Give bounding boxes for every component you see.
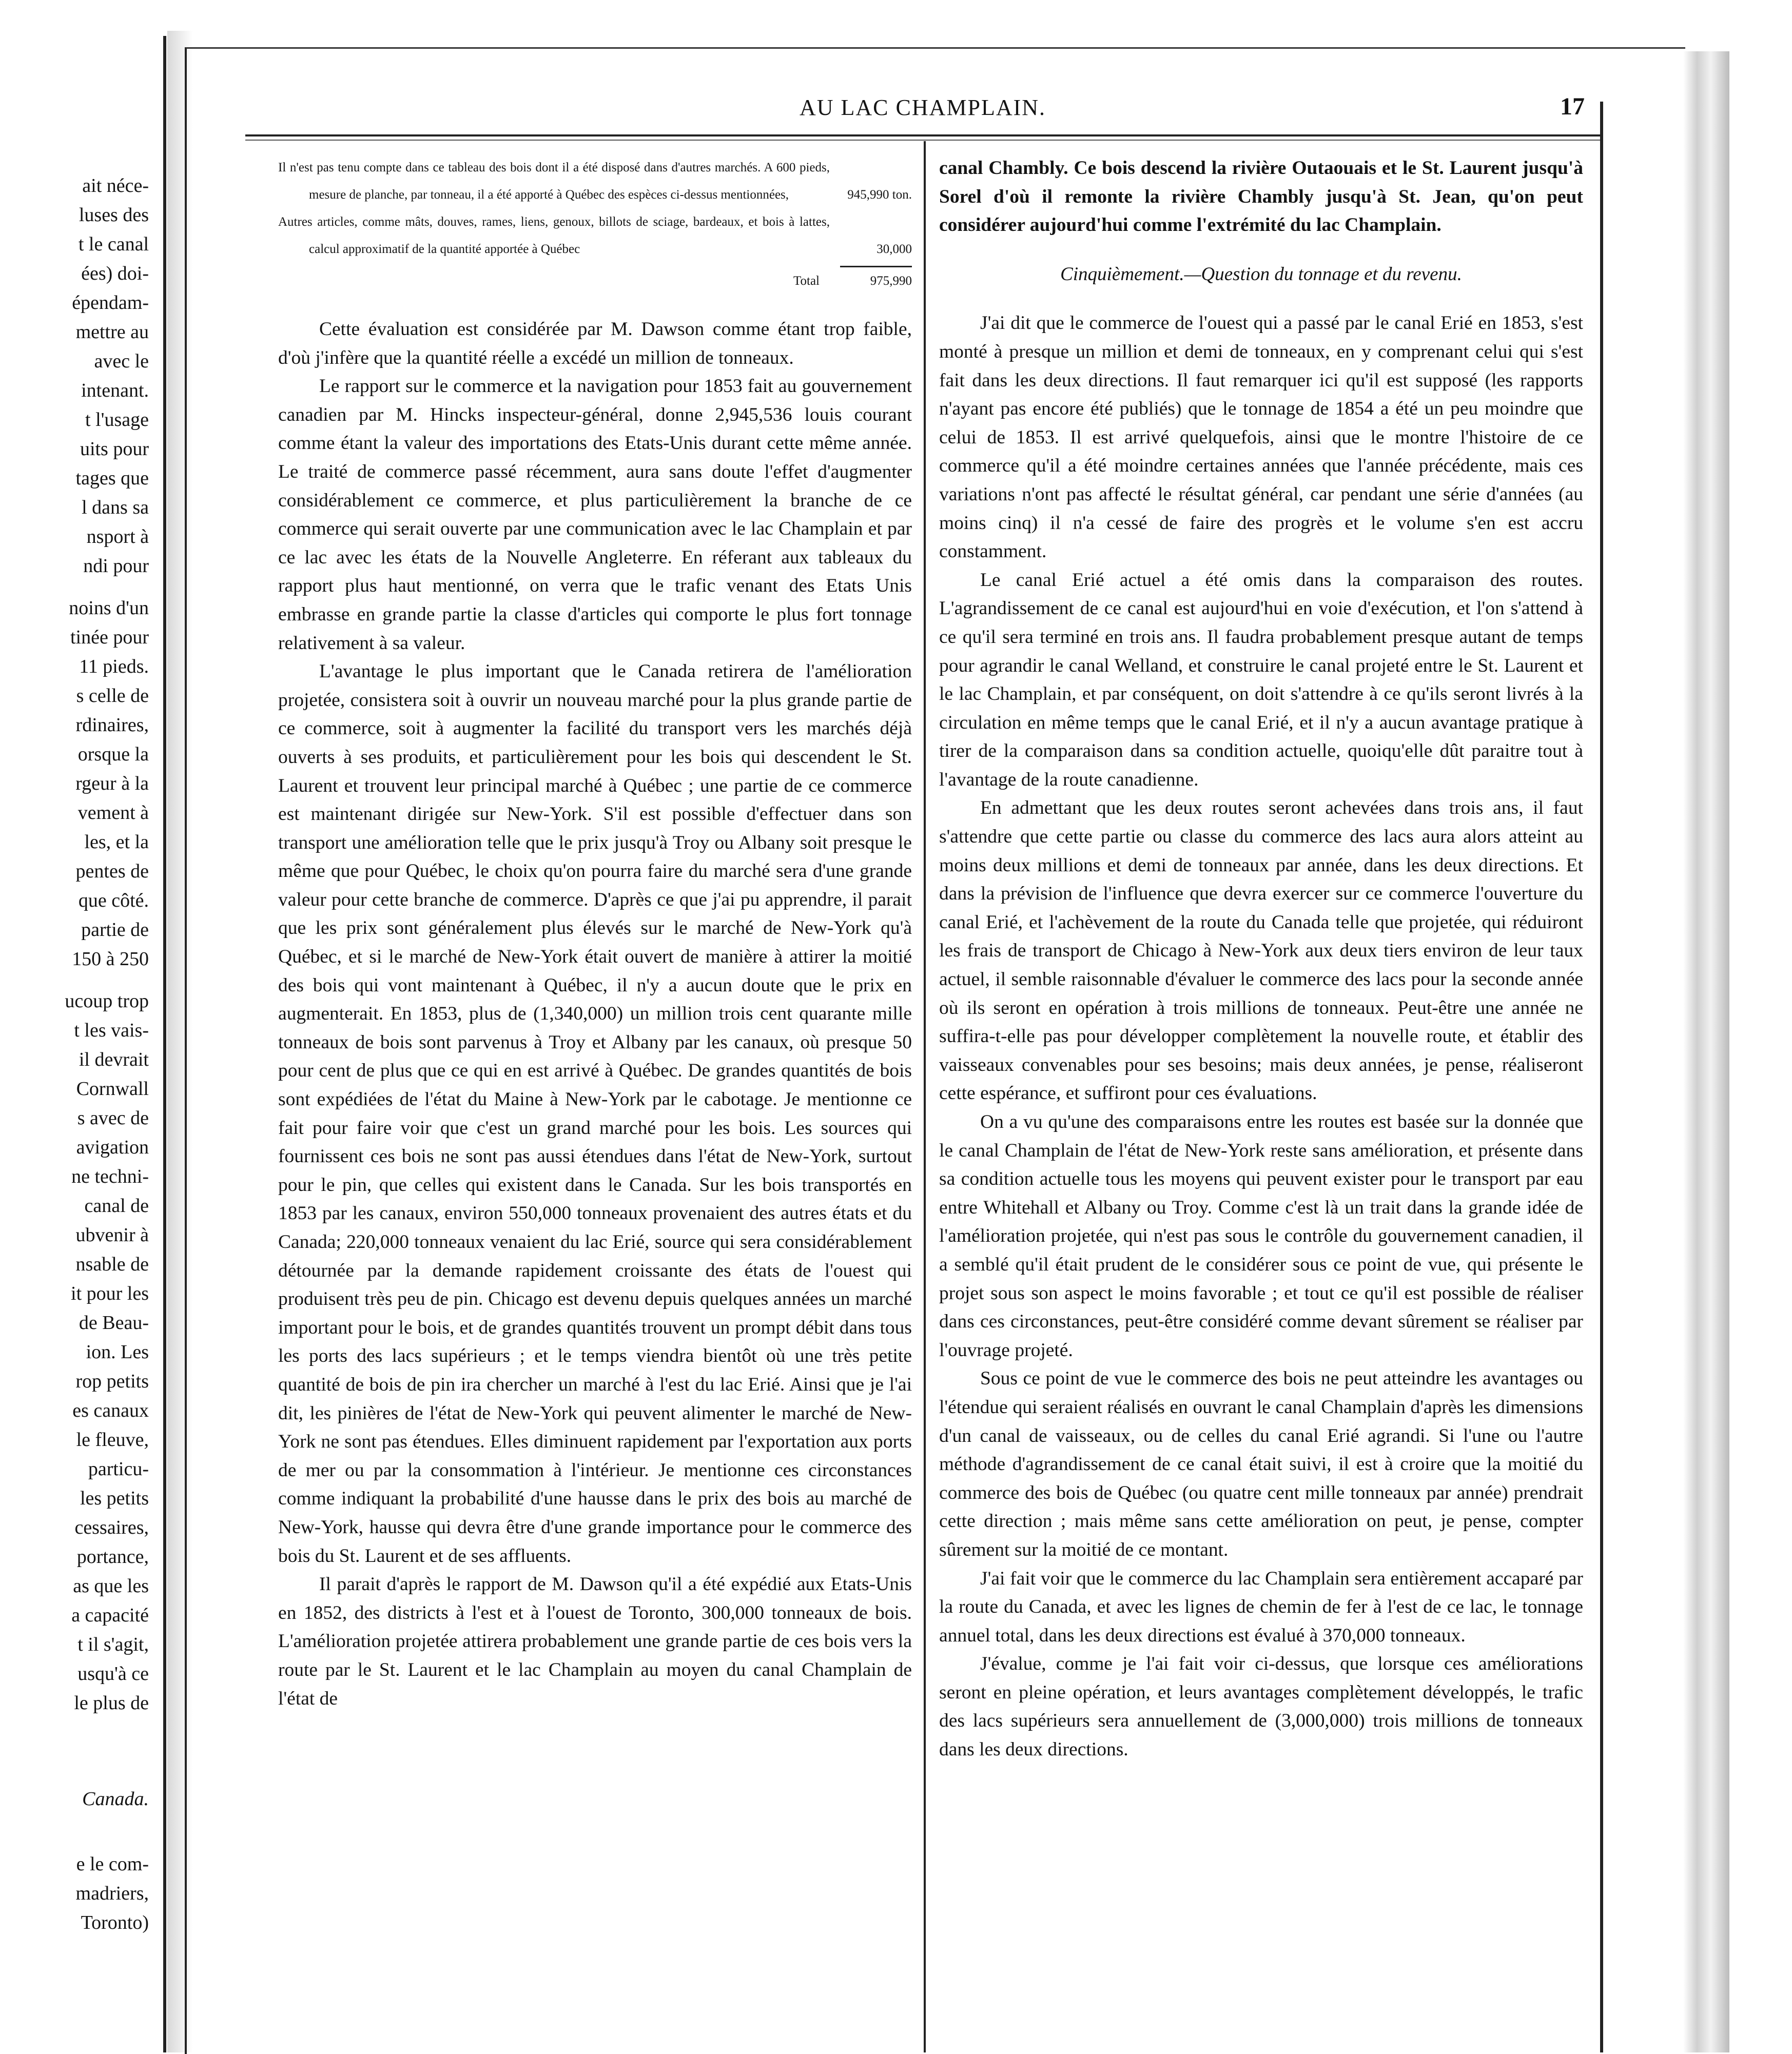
left-page-line: avigation <box>76 1137 149 1158</box>
left-page-line: canal de <box>84 1195 149 1217</box>
left-page-line: luses des <box>79 204 149 226</box>
paragraph: J'ai dit que le commerce de l'ouest qui a passé par le canal Erié en 1853, s'est monté à presque un million et demi de tonneaux, en y comprenant celui qui s'est fait dans les deux directions. Il faut remarquer ici qu'il est supposé (les rapports n'ayant pas encore été publiés) que le tonnage de 1854 a été un peu moindre que celui de 1853. Il est arrivé quelquefois, ainsi que le montre l'histoire de ce commerce qu'il a été moindre certaines années que l'année précédente, mais ces variations n'ont pas affecté le résultat général, car pendant une série d'années (au moins cinq) il n'a cessé de faire des progrès et le volume s'en est accru constamment. <box>939 312 1583 562</box>
left-page-line: le fleuve, <box>76 1429 149 1451</box>
left-page-line: ne techni- <box>71 1166 149 1187</box>
right-page-edge <box>1683 51 1729 2052</box>
paragraph: Le canal Erié actuel a été omis dans la comparaison des routes. L'agrandissement de ce canal est aujourd'hui en voie d'exécution, et l'on s'attend à ce qu'il sera terminé en trois ans. Il faudra probablement presque autant de temps pour agrandir le canal Welland, et construire le canal projeté entre le St. Laurent et le lac Champlain, et par conséquent, on doit s'attendre à ce qu'ils seront livrés à la circulation en même temps que le canal Erié, et il n'y a aucun avantage pratique à tirer de la comparaison dans sa condition actuelle, quoiqu'elle dût paraitre tout à l'avantage de la route canadienne. <box>939 569 1583 790</box>
left-page-line: ait néce- <box>82 175 149 197</box>
left-column <box>278 154 912 1713</box>
paragraph: Le rapport sur le commerce et la navigation pour 1853 fait au gouvernement canadien par M. Hincks inspecteur-général, donne 2,945,536 louis courant comme étant la valeur des importations des Etats-Unis durant cette même année. Le traité de commerce passé récemment, aura sans doute l'effet d'augmenter considérablement ce commerce, et plus particulièrement la branche de ce commerce qui serait ouverte par une communication avec le lac Champlain et par ce lac avec les états de la Nouvelle Angleterre. En réferant aux tableaux du rapport plus haut mentionné, on verra que le trafic venant des Etats Unis embrasse en grande partie la classe d'articles qui comporte le plus fort tonnage relativement à sa valeur. <box>278 376 912 654</box>
left-page-line: rop petits <box>75 1371 149 1392</box>
left-page-line: e le com- <box>76 1853 149 1875</box>
left-page-line: mettre au <box>75 321 149 343</box>
left-page-line: 150 à 250 <box>72 948 149 970</box>
paragraph: Cette évaluation est considérée par M. Dawson comme étant trop faible, d'où j'infère que la quantité réelle a excédé un million de tonneaux. <box>278 319 912 368</box>
left-page-line: it pour les <box>71 1283 149 1304</box>
left-page-line: tages que <box>75 467 149 489</box>
paragraph: Sous ce point de vue le commerce des bois ne peut atteindre les avantages ou l'étendue qui seraient réalisés en ouvrant le canal Champlain d'après les dimensions d'un canal de vaisseaux, ou de celles du canal Erié agrandi. Si l'une ou l'autre méthode d'agrandissement de ce canal était suivi, il est à croire que la moitié du commerce des bois de Québec (ou quatre cent mille tonneaux par année) prendrait cette direction ; mais même sans cette amélioration on peut, je pense, compter sûrement sur la moitié de ce montant. <box>939 1368 1583 1560</box>
table-total-label: Total <box>793 274 820 288</box>
left-page-line: t il s'agit, <box>77 1634 149 1655</box>
left-page-line: portance, <box>76 1546 149 1568</box>
left-page-line: vement à <box>77 802 149 824</box>
left-page-line: ion. Les <box>86 1341 149 1363</box>
table-row-value: 945,990 ton. <box>847 188 912 202</box>
left-page-line: intenant. <box>81 380 149 401</box>
left-page-line: cessaires, <box>74 1517 149 1538</box>
left-page-line: 11 pieds. <box>79 656 149 677</box>
left-page-line: de Beau- <box>79 1312 149 1334</box>
left-page-line: ubvenir à <box>75 1224 149 1246</box>
left-page-line: s celle de <box>76 685 149 707</box>
left-page-line: avec le <box>94 350 149 372</box>
timber-table <box>278 154 912 295</box>
paragraph: L'avantage le plus important que le Canada retirera de l'amélioration projetée, consistera soit à ouvrir un nouveau marché pour la plus grande partie de ce commerce, soit à augmenter la facilité du transport vers les marchés déjà ouverts à ses produits, et particulièrement pour les bois qui descendent le St. Laurent et trouvent leur principal marché à Québec ; une partie de ce commerce est maintenant dirigée sur New-York. S'il est possible d'effectuer dans son transport une amélioration telle que le prix jusqu'à Troy ou Albany soit presque le même que pour Québec, le choix qu'on pourra faire du marché sera d'une grande valeur pour cette branche de commerce. D'après ce que j'ai pu apprendre, il parait que les prix sont généralement plus élevés sur le marché de New-York qu'à Québec, et si le marché de New-York était ouvert de manière à attirer la moitié des bois qui vont maintenant à Québec, il n'y a aucun doute que le prix en augmenterait. En 1853, plus de (1,340,000) un million trois cent quarante mille tonneaux de bois sont parvenus à Troy et Albany par les canaux, où presque 50 pour cent de plus que ce qui en est arrivé à Québec. De grandes quantités de bois sont expédiées de l'état du Maine à New-York par le cabotage. Je mentionne ce fait pour faire voir que c'est un grand marché pour les bois. Les sources qui fournissent ces bois ne sont pas aussi étendues dans l'état de New-York, surtout pour le pin, que celles qui existent dans le Canada. Sur les bois transportés en 1853 par les canaux, environ 550,000 tonneaux provenaient des autres états et du Canada; 220,000 tonneaux venaient du lac Erié, source qui sera considérablement détournée par la demande rapidement croissante des états de l'ouest qui produisent très peu de pin. Chicago est devenu depuis quelques années un marché important pour le bois, et de grandes quantités trouvent un prompt débit dans tous les ports des lacs supérieurs ; et le temps viendra bientôt où une très petite quantité de bois de pin ira chercher un marché à l'est du lac Erié. Ainsi que je l'ai dit, les pinières de l'état de New-York qui peuvent alimenter le marché de New-York ne sont pas étendues. Elles diminuent rapidement par l'exportation aux ports de mer ou par la consommation à l'intérieur. Je mentionne ces circonstances comme indiquant la probabilité d'une hausse dans le prix des bois au marché de New-York, hausse qui devra être d'une grande importance pour le commerce des bois du St. Laurent et de ses affluents. <box>278 661 912 1567</box>
left-page-edge-rule <box>163 36 166 2052</box>
paragraph: En admettant que les deux routes seront achevées dans trois ans, il faut s'attendre que cette partie ou classe du commerce des lacs aura alors atteint au moins deux millions et demi de tonneaux par année, dans les deux directions. Et dans la prévision de l'influence que devra exercer sur ce commerce l'ouverture du canal Erié, et l'achèvement de la route du Canada telle que projetée, qui réduiront les frais de transport de Chicago à New-York aux deux tiers environ de leur taux actuel, il semble raisonnable d'évaluer le commerce des lacs pour la seconde année où ils seront en opération à trois millions de tonneaux. Peut-être une année ne suffira-t-elle pas pour développer complètement la nouvelle route, et établir des vaisseaux convenables pour ses besoins; mais deux années, je pense, réaliseront cette espérance, et suffiront pour ces évaluations. <box>939 797 1583 1104</box>
left-page-line: noins d'un <box>69 597 149 619</box>
left-page-line: orsque la <box>77 744 149 765</box>
table-total-value: 975,990 <box>870 274 912 288</box>
opening-paragraph: canal Chambly. Ce bois descend la rivière Outaouais et le St. Laurent jusqu'à Sorel d'où il remonte la rivière Chambly jusqu'à St. Jean, qu'on peut considérer aujourd'hui comme l'extrémité du lac Champlain. <box>939 158 1583 236</box>
left-page-line: uits pour <box>80 438 149 460</box>
running-title: AU LAC CHAMPLAIN. <box>799 95 1046 120</box>
left-page-line: rgeur à la <box>75 773 149 794</box>
left-page-line: tinée pour <box>70 627 149 648</box>
left-page-line: rdinaires, <box>75 714 149 736</box>
left-page-line: partie de <box>81 919 149 941</box>
left-page-line: usqu'à ce <box>77 1663 149 1685</box>
left-page-line: Toronto) <box>81 1912 149 1933</box>
left-page-line: pentes de <box>75 860 149 882</box>
table-row <box>278 208 912 263</box>
page-header <box>245 86 1600 127</box>
left-page-line: Canada. <box>82 1788 149 1810</box>
left-page-line: t l'usage <box>85 409 149 431</box>
left-page-line: les petits <box>80 1488 149 1509</box>
table-row-text: Autres articles, comme mâts, douves, rames, liens, genoux, billots de sciage, bardeaux, et bois à lattes, calcul approximatif de la quantité apportée à Québec <box>278 215 830 256</box>
column-divider <box>924 141 926 2052</box>
left-page-line: épendam- <box>72 292 149 314</box>
left-page-line: Cornwall <box>76 1078 149 1100</box>
left-page-line: l dans sa <box>82 497 149 518</box>
left-page-line: ucoup trop <box>65 990 149 1012</box>
paragraph: J'ai fait voir que le commerce du lac Champlain sera entièrement accaparé par la route du Canada, et avec les lignes de chemin de fer à l'est de ce lac, le tonnage annuel total, dans les deux directions est évalué à 370,000 tonneaux. <box>939 1568 1583 1646</box>
left-page-line: a capacité <box>71 1605 149 1626</box>
header-rule-thin <box>245 140 1602 141</box>
left-page-line: nsport à <box>86 526 149 547</box>
right-column <box>939 154 1583 1764</box>
table-row-text: Il n'est pas tenu compte dans ce tableau des bois dont il a été disposé dans d'autres marchés. A 600 pieds, mesure de planche, par tonneau, il a été apporté à Québec des espèces ci-dessus mentionnées, <box>278 161 830 202</box>
left-page-line: s avec de <box>77 1107 149 1129</box>
paragraph: J'évalue, comme je l'ai fait voir ci-dessus, que lorsque ces améliorations seront en pleine opération, et leurs avantages complètement développés, le trafic des lacs supérieurs sera annuellement de (3,000,000) trois millions de tonneaux dans les deux directions. <box>939 1653 1583 1760</box>
left-page-line: nsable de <box>75 1254 149 1275</box>
left-page-line: t le canal <box>78 233 149 255</box>
header-rule <box>245 134 1602 136</box>
left-page-line: le plus de <box>74 1692 149 1714</box>
page-number: 17 <box>1560 93 1585 120</box>
left-page-line: es canaux <box>72 1400 149 1421</box>
section-heading: Cinquièmement.—Question du tonnage et du revenu. <box>1060 263 1462 285</box>
left-page-line: madriers, <box>75 1883 149 1904</box>
left-page-line: t les vais- <box>74 1020 149 1041</box>
table-total <box>278 267 912 295</box>
left-page-line: il devrait <box>79 1049 149 1070</box>
left-page-line: ndi pour <box>83 555 149 577</box>
paragraph: Il parait d'après le rapport de M. Dawson qu'il a été expédié aux Etats-Unis en 1852, des districts à l'est et à l'ouest de Toronto, 300,000 tonneaux de bois. L'amélioration projetée attirera probablement une grande partie de ces bois vers la route par le St. Laurent et le lac Champlain au moyen du canal Champlain de l'état de <box>278 1574 912 1709</box>
left-page-line: ées) doi- <box>81 263 149 284</box>
left-page-line: as que les <box>73 1575 149 1597</box>
table-row-value: 30,000 <box>876 242 912 256</box>
left-page-fragment <box>0 56 154 2052</box>
frame-right-rule <box>1600 102 1603 2052</box>
table-row <box>278 154 912 208</box>
left-page-line: que côté. <box>78 890 149 911</box>
left-page-line: particu- <box>88 1458 149 1480</box>
left-page-line: les, et la <box>84 831 149 853</box>
paragraph: On a vu qu'une des comparaisons entre les routes est basée sur la donnée que le canal Champlain de l'état de New-York reste sans amélioration, et présente dans sa condition actuelle tous les moyens qui peuvent exister pour le transport par eau entre Whitehall et Albany ou Troy. Comme c'est là un trait dans la grande idée de l'amélioration projetée, qui n'est pas sous le contrôle du gouvernement canadien, il a semblé qu'il était prudent de le considérer sous ce point de vue, qui présente le projet sous son aspect le moins favorable ; et tout ce qu'il est possible de réaliser dans ces circonstances, peut-être considéré comme devant sûrement se réaliser par l'ouvrage projeté. <box>939 1111 1583 1361</box>
